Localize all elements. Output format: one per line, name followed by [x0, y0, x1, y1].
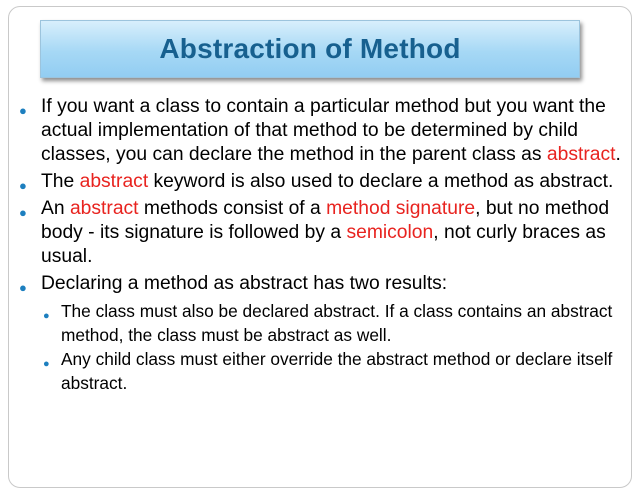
- bullet-text: If you want a class to contain a particular method but you want the actual implementation of that method to be determined by child classes, you can declare the method in the parent class as: [41, 96, 606, 165]
- bullet-item: [16, 95, 622, 167]
- keyword-highlight: abstract: [69, 198, 139, 219]
- sub-bullet-item: [16, 347, 622, 395]
- round-bullet-icon: ●: [19, 280, 27, 295]
- bullet-text: An: [41, 198, 70, 219]
- bullet-item: [16, 197, 622, 269]
- slide-content: [16, 95, 622, 395]
- bullet-item: [16, 272, 622, 296]
- keyword-highlight: method signature: [326, 198, 476, 219]
- bullet-item: [16, 170, 622, 194]
- bullet-text: , not curly braces as usual.: [41, 222, 606, 267]
- slide-title: Abstraction of Method: [159, 33, 461, 64]
- bullet-text: methods consist of a: [138, 198, 327, 219]
- title-banner: [40, 20, 580, 78]
- sub-bullet-text: Any child class must either override the abstract method or declare itself abstract.: [61, 349, 613, 393]
- keyword-highlight: abstract: [79, 171, 149, 192]
- round-bullet-icon: ●: [43, 310, 50, 322]
- bullet-text: keyword is also used to declare a method as abstract.: [148, 171, 614, 192]
- round-bullet-icon: ●: [19, 205, 27, 220]
- bullet-text: , but no method body - its signature is followed by a: [41, 198, 610, 243]
- bullet-text: .: [615, 144, 621, 165]
- bullet-text: Declaring a method as abstract has two results:: [41, 273, 448, 294]
- round-bullet-icon: ●: [19, 103, 27, 118]
- bullet-text: The: [41, 171, 80, 192]
- sub-bullet-item: [16, 299, 622, 347]
- keyword-highlight: abstract: [546, 144, 616, 165]
- keyword-highlight: semicolon: [346, 222, 434, 243]
- sub-bullet-text: The class must also be declared abstract. If a class contains an abstract method, the class must be abstract as well.: [61, 301, 613, 345]
- round-bullet-icon: ●: [19, 178, 27, 193]
- round-bullet-icon: ●: [43, 358, 50, 370]
